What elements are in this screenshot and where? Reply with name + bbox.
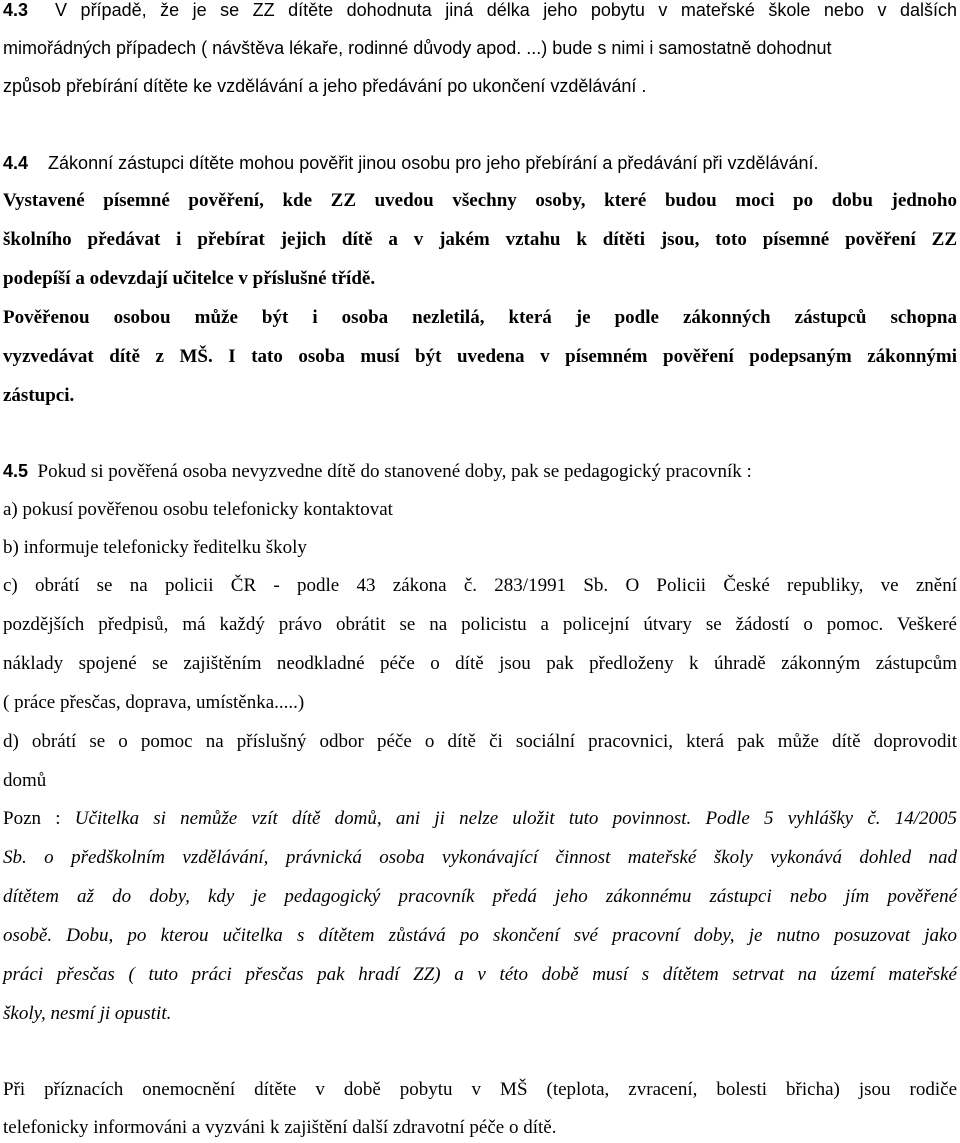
- note-text: Učitelka si nemůže vzít dítě domů, ani ji nelze uložit tuto povinnost. Podle 5 vyhlášky č. 14/2005: [74, 808, 958, 829]
- note-line-6: školy, nesmí ji opustit.: [3, 1003, 172, 1024]
- section-4-3-line-1: [3, 0, 957, 21]
- section-number: 4.3: [3, 0, 29, 20]
- section-text: V případě, že je se ZZ dítěte dohodnuta jiná délka jeho pobytu v mateřské škole nebo v dalších: [55, 0, 957, 20]
- section-intro-text: Pokud si pověřená osoba nevyzvedne dítě do stanovené doby, pak se pedagogický pracovník :: [37, 461, 752, 482]
- section-4-3-line-3: způsob přebírání dítěte ke vzdělávání a jeho předávání po ukončení vzdělávání .: [3, 76, 647, 96]
- item-d-line-1: d) obrátí se o pomoc na příslušný odbor péče o dítě či sociální pracovnici, která pak může dítě doprovodit: [3, 731, 957, 752]
- section-4-4-p2-line-1: Pověřenou osobou může být i osoba nezletilá, která je podle zákonných zástupců schopna: [3, 307, 957, 328]
- section-4-4-p2-line-2: vyzvedávat dítě z MŠ. I tato osoba musí být uvedena v písemném pověření podepsaným zákonnými: [3, 346, 957, 367]
- section-4-4-heading: [3, 153, 819, 174]
- item-c-line-4: ( práce přesčas, doprava, umístěnka.....): [3, 692, 305, 713]
- note-line-4: osobě. Dobu, po kterou učitelka s dítětem zůstává po skončení své pracovní doby, je nutno posuzovat jako: [3, 925, 957, 946]
- note-line-3: dítětem až do doby, kdy je pedagogický pracovník předá jeho zákonnému zástupci nebo jím pověřené: [3, 886, 957, 907]
- item-b: b) informuje telefonicky ředitelku školy: [3, 537, 307, 558]
- section-4-3-line-2: mimořádných případech ( návštěva lékaře, rodinné důvody apod. ...) bude s nimi i samostatně dohodnut: [3, 38, 832, 58]
- item-c-line-1: c) obrátí se na policii ČR - podle 43 zákona č. 283/1991 Sb. O Policii České republiky, ve znění: [3, 575, 957, 596]
- section-4-4-p1-line-2: školního předávat i přebírat jejich dítě a v jakém vztahu k dítěti jsou, toto písemné pověření ZZ: [3, 229, 957, 250]
- note-line-5: práci přesčas ( tuto práci přesčas pak hradí ZZ) a v této době musí s dítětem setrvat na území mateřské: [3, 964, 957, 985]
- note-line-1: [3, 808, 957, 830]
- note-line-2: Sb. o předškolním vzdělávání, právnická osoba vykonávající činnost mateřské školy vykonává dohled nad: [3, 847, 957, 868]
- section-number: 4.5: [3, 461, 29, 481]
- section-4-5-intro: [3, 461, 752, 483]
- item-c-line-3: náklady spojené se zajištěním neodkladné péče o dítě jsou pak předloženy k úhradě zákonným zástupcům: [3, 653, 957, 674]
- section-4-4-p1-line-1: Vystavené písemné pověření, kde ZZ uvedou všechny osoby, které budou moci po dobu jednoho: [3, 190, 957, 211]
- item-d-line-2: domů: [3, 770, 47, 791]
- illness-line-2: telefonicky informováni a vyzváni k zajištění další zdravotní péče o dítě.: [3, 1117, 557, 1138]
- section-heading-text: Zákonní zástupci dítěte mohou pověřit jinou osobu pro jeho přebírání a předávání při vzdělávání.: [48, 153, 819, 173]
- section-4-4-p2-line-3: zástupci.: [3, 385, 75, 406]
- illness-line-1: Při příznacích onemocnění dítěte v době pobytu v MŠ (teplota, zvracení, bolesti břicha) jsou rodiče: [3, 1079, 957, 1100]
- section-number: 4.4: [3, 153, 29, 173]
- item-c-line-2: pozdějších předpisů, má každý právo obrátit se na policistu a policejní útvary se žádostí o pomoc. Veškeré: [3, 614, 957, 635]
- item-a: a) pokusí pověřenou osobu telefonicky kontaktovat: [3, 499, 393, 520]
- note-prefix: Pozn :: [3, 808, 75, 829]
- section-4-4-p1-line-3: podepíší a odevzdají učitelce v příslušné třídě.: [3, 268, 376, 289]
